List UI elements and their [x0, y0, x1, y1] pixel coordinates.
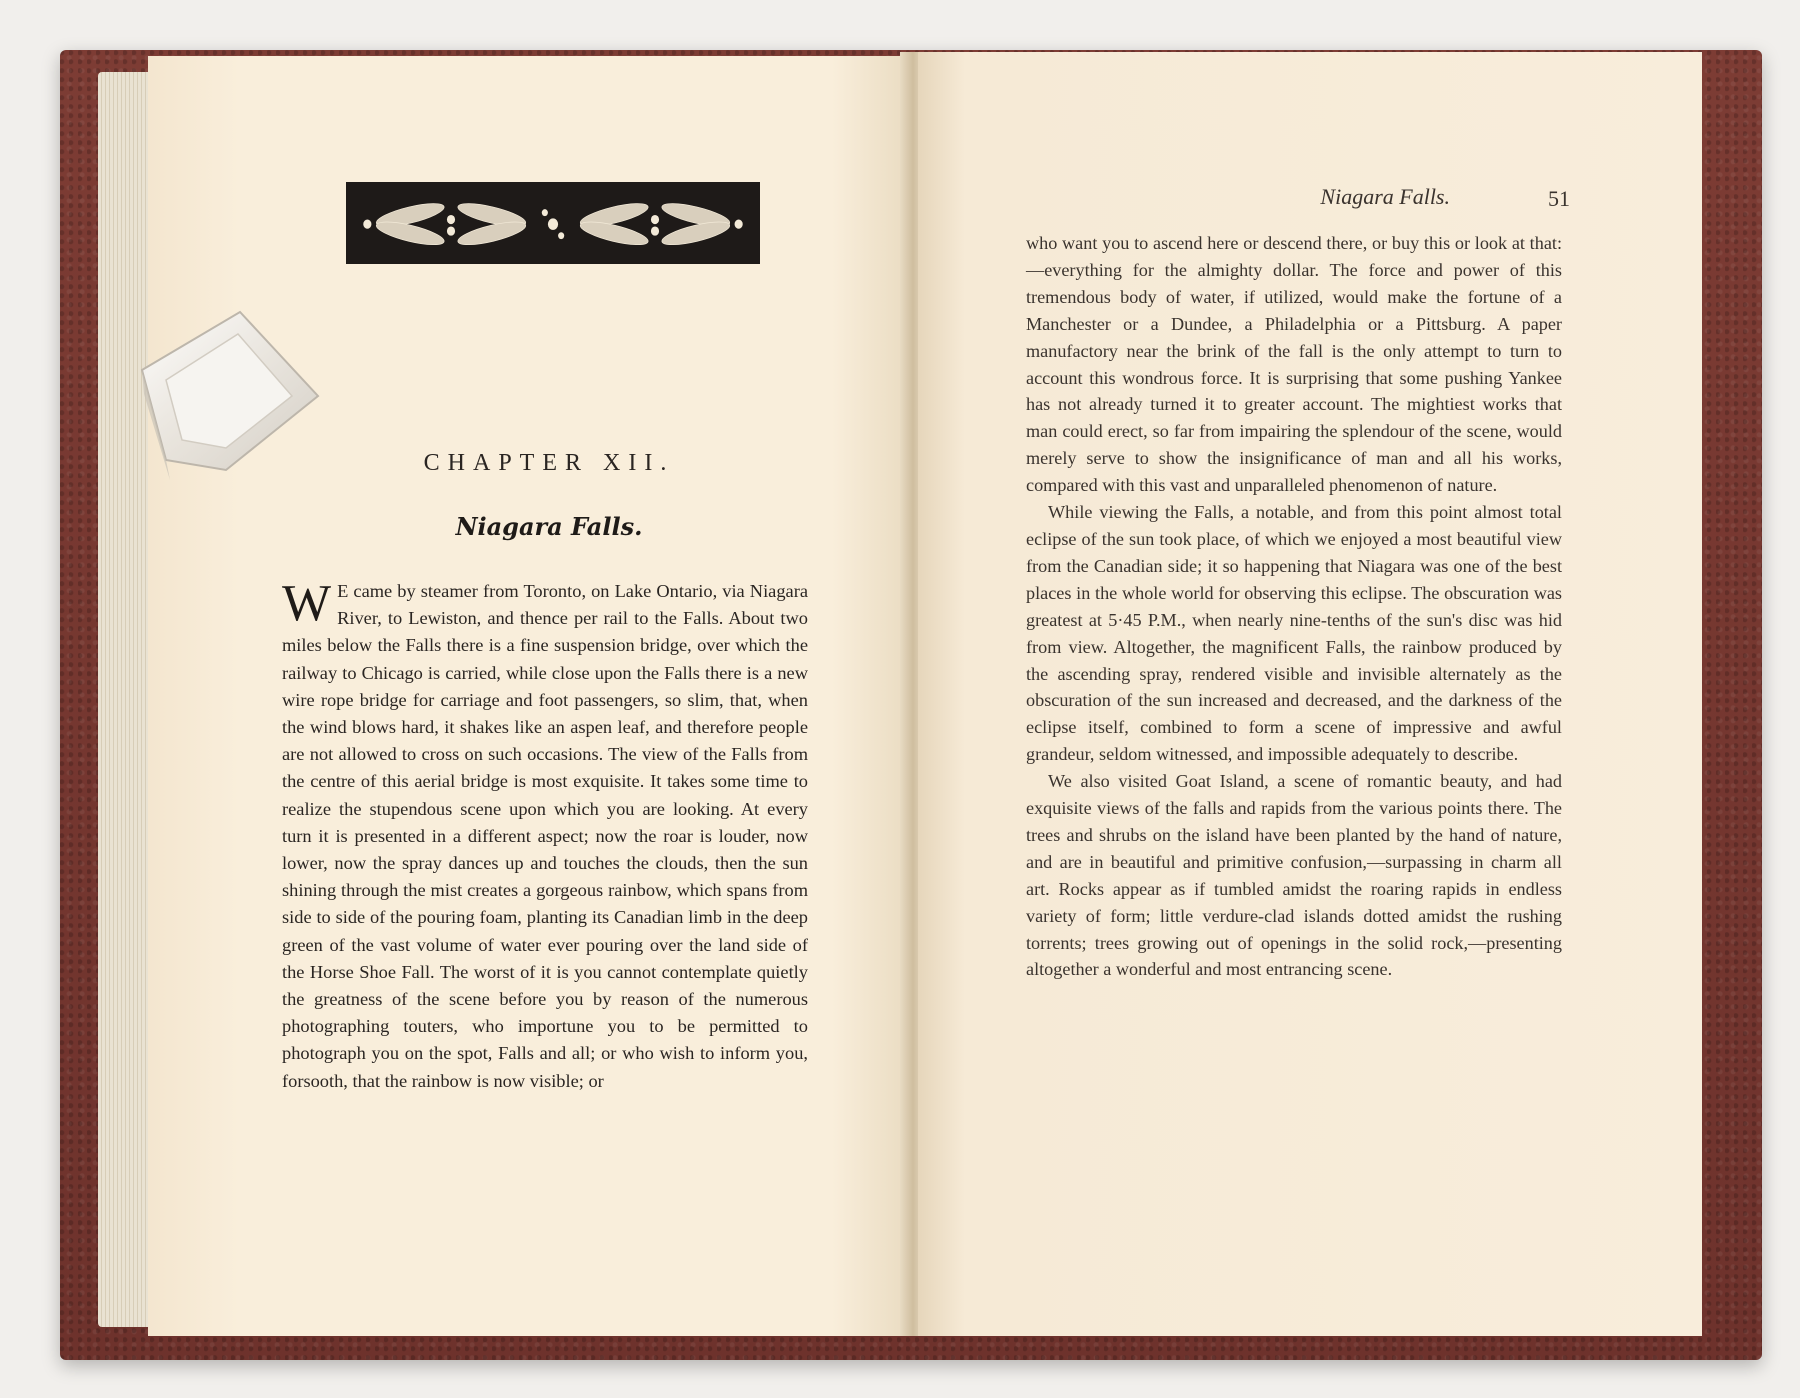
floral-headpiece-icon	[346, 182, 760, 264]
right-body-text	[1026, 230, 1562, 983]
right-paragraph: who want you to ascend here or descend there, or buy this or look at that:—everything for the almighty dollar. The force and power of this tremendous body of water, if utilized, would make the fortune of a Manchester or a Dundee, a Philadelphia or a Pittsburg. A paper manufactory near the brink of the fall is the only attempt to turn to account this wondrous force. It is surprising that some pushing Yankee has not already turned it to greater account. The mightiest works that man could erect, so far from impairing the splendour of the scene, would merely serve to show the insignificance of man and all his works, compared with this vast and unparalleled phenomenon of nature.	[1026, 233, 1562, 496]
running-head: Niagara Falls.	[1320, 184, 1450, 209]
left-body-text	[282, 575, 808, 1095]
left-paragraph: E came by steamer from Toronto, on Lake Ontario, via Niagara River, to Lewiston, and thence per rail to the Falls. About two miles below the Falls there is a fine suspension bridge, over which the railway to Chicago is carried, while close upon the Falls there is a new wire rope bridge for carriage and foot passengers, so slim, that, when the wind blows hard, it shakes like an aspen leaf, and therefore people are not allowed to cross on such occasions. The view of the Falls from the centre of this aerial bridge is most exquisite. It takes some time to realize the stupendous scene upon which you are looking. At every turn it is presented in a different aspect; now the roar is louder, now lower, now the spray dances up and touches the clouds, then the sun shining through the mist creates a gorgeous rainbow, which spans from side to side of the pouring foam, planting its Canadian limb in the deep green of the vast volume of water ever pouring over the land side of the Horse Shoe Fall. The worst of it is you cannot contemplate quietly the greatness of the scene before you by reason of the numerous photographing touters, who importune you to be permitted to photograph you on the spot, Falls and all; or who wish to inform you, forsooth, that the rainbow is now visible; or	[282, 581, 808, 1091]
page-number: 51	[1548, 186, 1570, 211]
right-paragraph: While viewing the Falls, a notable, and from this point almost total eclipse of the sun took place, of which we enjoyed a most beautiful view from the Canadian side; it so happening that Niagara was one of the best places in the whole world for observing this eclipse. The obscuration was greatest at 5·45 P.M., when nearly nine-tenths of the sun's disc was hid from view. Altogether, the magnificent Falls, the rainbow produced by the ascending spray, rendered visible and invisible alternately as the obscuration of the sun increased and decreased, and the darkness of the eclipse itself, combined to form a scene of impressive and awful grandeur, seldom witnessed, and impossible adequately to describe.	[1026, 502, 1562, 765]
drop-cap: W	[282, 575, 332, 632]
right-paragraph: We also visited Goat Island, a scene of romantic beauty, and had exquisite views of the falls and rapids from the various points there. The trees and shrubs on the island have been planted by the hand of nature, and are in beautiful and primitive confusion,—surpassing in charm all art. Rocks appear as if tumbled amidst the roaring rapids in endless variety of form; little verdure-clad islands dotted amidst the rushing torrents; trees growing out of openings in the solid rock,—presenting altogether a wonderful and most entrancing scene.	[1026, 771, 1562, 980]
chapter-title: Niagara Falls.	[455, 512, 643, 541]
chapter-number: CHAPTER XII.	[423, 450, 675, 476]
glass-paperweight-icon	[130, 310, 320, 500]
